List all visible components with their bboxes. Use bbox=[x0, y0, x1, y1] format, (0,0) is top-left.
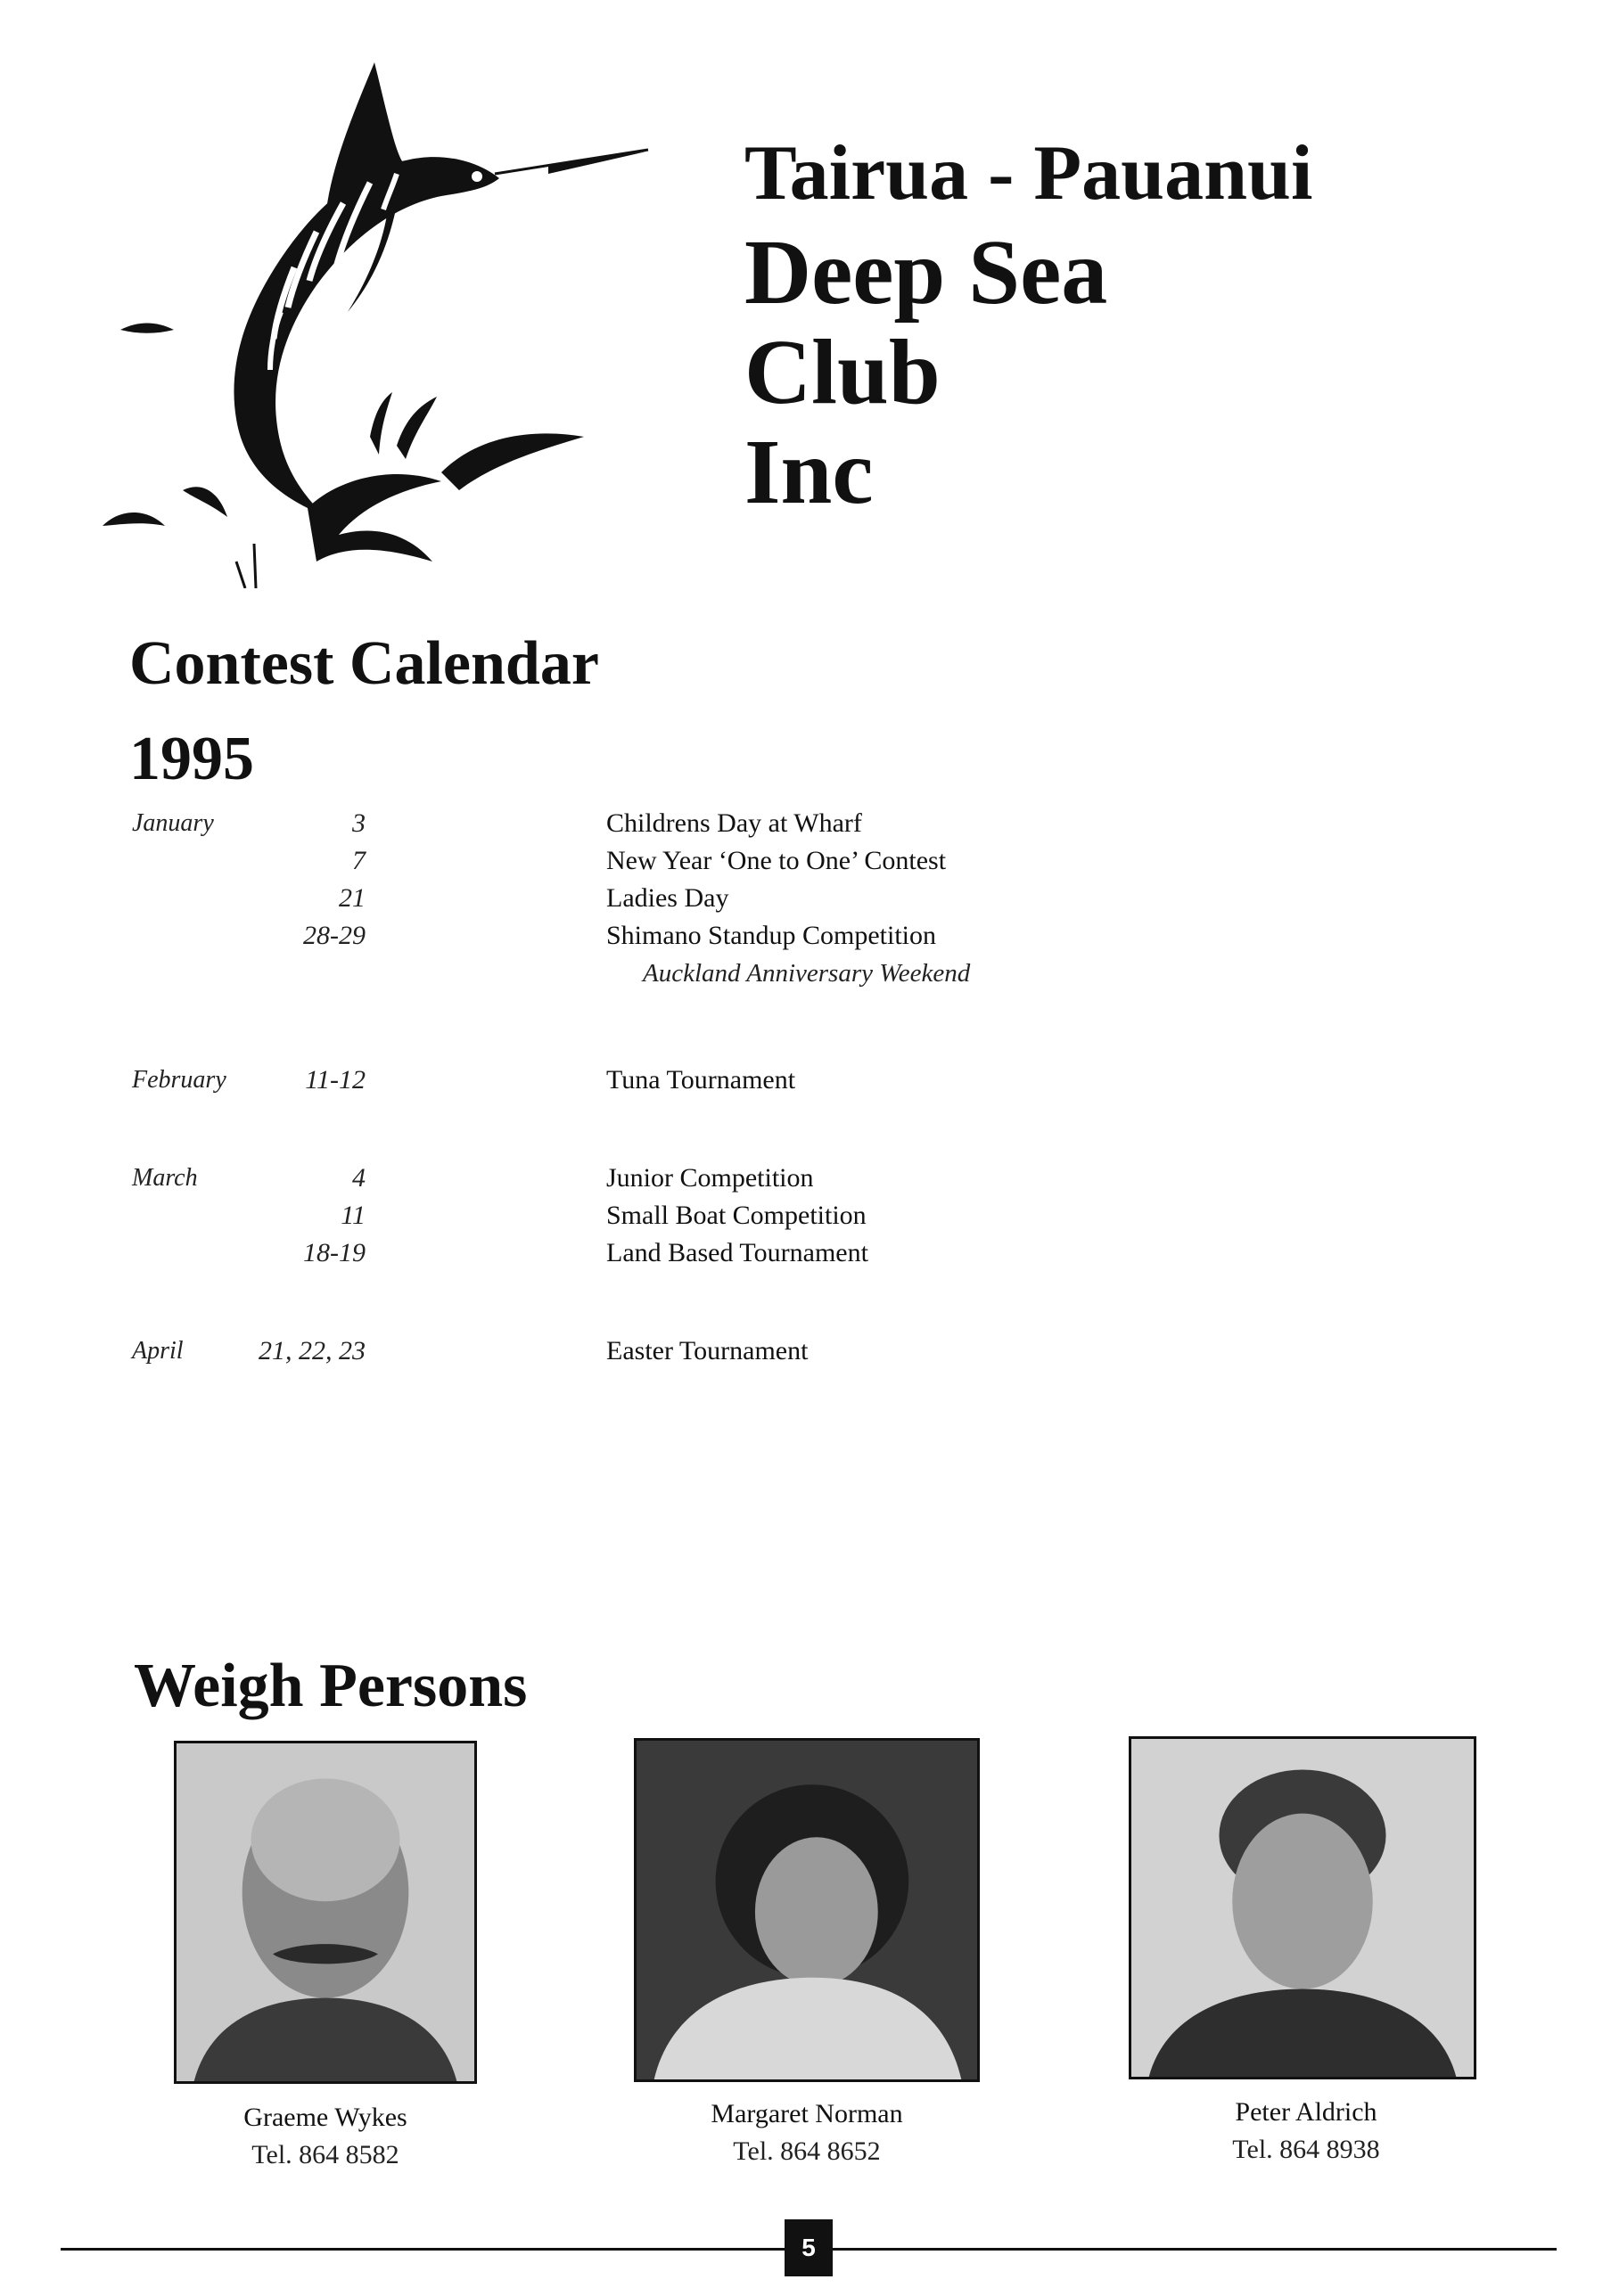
event-days: 21, 22, 23 bbox=[259, 1336, 366, 1365]
footer-rule-right bbox=[833, 2248, 1557, 2251]
calendar-row bbox=[132, 1332, 1113, 1370]
footer-rule-left bbox=[61, 2248, 785, 2251]
event-days: 21 bbox=[339, 883, 366, 913]
person-name: Margaret Norman bbox=[711, 2099, 903, 2128]
event-name: Land Based Tournament bbox=[606, 1238, 868, 1267]
month-label: March bbox=[132, 1164, 198, 1192]
calendar-row bbox=[132, 880, 1113, 917]
event-name: New Year ‘One to One’ Contest bbox=[606, 846, 947, 875]
calendar-year: 1995 bbox=[129, 725, 254, 793]
photo-peter-aldrich bbox=[1129, 1736, 1476, 2079]
photo-margaret-norman bbox=[634, 1738, 980, 2082]
event-days: 4 bbox=[352, 1163, 366, 1193]
event-days: 11-12 bbox=[305, 1065, 366, 1095]
event-name: Junior Competition bbox=[606, 1163, 814, 1193]
calendar-row bbox=[132, 805, 1113, 842]
person-tel: Tel. 864 8938 bbox=[1232, 2135, 1380, 2164]
event-days: 18-19 bbox=[303, 1238, 366, 1267]
calendar-row bbox=[132, 955, 1113, 992]
month-label: April bbox=[132, 1337, 184, 1365]
contest-calendar-heading: Contest Calendar bbox=[129, 629, 599, 698]
event-days: 11 bbox=[341, 1201, 366, 1230]
month-group-february bbox=[132, 1062, 1113, 1099]
weigh-persons-heading: Weigh Persons bbox=[134, 1652, 528, 1720]
photo-graeme-wykes bbox=[174, 1741, 477, 2084]
event-name: Easter Tournament bbox=[606, 1336, 809, 1365]
person-name: Graeme Wykes bbox=[243, 2103, 407, 2132]
event-name: Childrens Day at Wharf bbox=[606, 808, 862, 838]
month-group-april bbox=[132, 1332, 1113, 1370]
month-label: January bbox=[132, 809, 214, 837]
calendar-row bbox=[132, 1234, 1113, 1272]
club-title bbox=[744, 125, 1312, 522]
event-days: 3 bbox=[352, 808, 366, 838]
calendar-row bbox=[132, 1197, 1113, 1234]
event-name: Shimano Standup Competition bbox=[606, 921, 937, 950]
event-name: Tuna Tournament bbox=[606, 1065, 796, 1095]
person-tel: Tel. 864 8582 bbox=[251, 2140, 399, 2169]
event-name: Small Boat Competition bbox=[606, 1201, 867, 1230]
person-name: Peter Aldrich bbox=[1235, 2097, 1377, 2127]
person-tel: Tel. 864 8652 bbox=[733, 2136, 881, 2166]
event-days: 28-29 bbox=[303, 921, 366, 950]
month-group-january bbox=[132, 805, 1113, 992]
event-days: 7 bbox=[352, 846, 366, 875]
marlin-icon bbox=[103, 62, 655, 588]
calendar-row bbox=[132, 917, 1113, 955]
page-number: 5 bbox=[785, 2219, 833, 2276]
club-title-line-2: Deep Sea bbox=[744, 221, 1108, 324]
calendar-row bbox=[132, 1160, 1113, 1197]
club-title-line-3: Club bbox=[744, 321, 941, 423]
event-name: Ladies Day bbox=[606, 883, 729, 913]
contest-calendar bbox=[132, 805, 1113, 1370]
club-title-line-4: Inc bbox=[744, 421, 874, 523]
month-label: February bbox=[132, 1066, 226, 1094]
month-group-march bbox=[132, 1160, 1113, 1272]
calendar-row bbox=[132, 1062, 1113, 1099]
calendar-row bbox=[132, 842, 1113, 880]
club-title-line-1: Tairua - Pauanui bbox=[744, 130, 1313, 217]
event-note: Auckland Anniversary Weekend bbox=[643, 959, 971, 988]
